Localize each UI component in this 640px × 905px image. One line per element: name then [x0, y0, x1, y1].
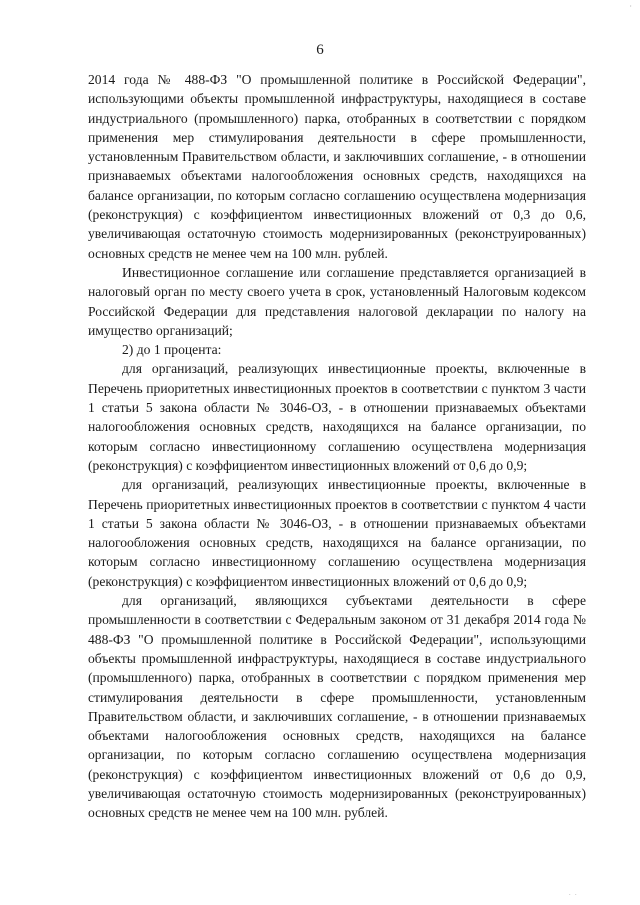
paragraph-agreement-submission: Инвестиционное соглашение или соглашение представляется организацией в налоговый орган по месту своего учета в срок, установленный Налоговым кодексом Российской Федерации для представления налоговой декларации по налогу на имущество организаций; [88, 264, 586, 338]
page-number: 6 [316, 42, 324, 58]
paragraph-item-2-point-4: для организаций, реализующих инвестиционные проекты, включенные в Перечень приоритетных инвестиционных проектов в соответствии с пунктом 4 части 1 статьи 5 закона области № 3046-ОЗ, - в отношении признаваемых объектами налогообложения основных средств, находящихся на балансе организации, по которым согласно инвестиционному соглашению осуществлена модернизация (реконструкция) с коэффициентом инвестиционных вложений от 0,6 до 0,9; [88, 477, 586, 589]
scan-artifact-top: · [629, 2, 632, 11]
paragraph-continuation: 2014 года № 488-ФЗ "О промышленной политике в Российской Федерации", использующими объекты промышленной инфраструктуры, находящиеся в составе индустриального (промышленного) парка, отобранных в соответствии с порядком применения мер стимулирования деятельности в сфере промышленности, установленным Правительством области, и заключивших соглашение, - в отношении признаваемых объектами налогообложения основных средств, находящихся на балансе организации, по которым согласно соглашению осуществлена модернизация (реконструкция) с коэффициентом инвестиционных вложений от 0,3 до 0,6, увеличивающая остаточную стоимость модернизированных (реконструированных) основных средств не менее чем на 100 млн. рублей. [88, 72, 586, 261]
document-body [88, 70, 586, 823]
scan-artifact-bottom: · · [568, 891, 578, 899]
paragraph-item-2-heading: 2) до 1 процента: [122, 342, 222, 358]
paragraph-item-2-point-3: для организаций, реализующих инвестиционные проекты, включенные в Перечень приоритетных инвестиционных проектов в соответствии с пунктом 3 части 1 статьи 5 закона области № 3046-ОЗ, - в отношении признаваемых объектами налогообложения основных средств, находящихся на балансе организации, по которым согласно инвестиционному соглашению осуществлена модернизация (реконструкция) с коэффициентом инвестиционных вложений от 0,6 до 0,9; [88, 361, 586, 473]
paragraph-item-2-industrial-park: для организаций, являющихся субъектами деятельности в сфере промышленности в соответствии с Федеральным законом от 31 декабря 2014 года № 488-ФЗ "О промышленной политике в Российской Федерации", использующими объекты промышленной инфраструктуры, находящиеся в составе индустриального (промышленного) парка, отобранных в соответствии с порядком применения мер стимулирования деятельности в сфере промышленности, установленным Правительством области, и заключивших соглашение, - в отношении признаваемых объектами налогообложения основных средств, находящихся на балансе организации, по которым согласно соглашению осуществлена модернизация (реконструкция) с коэффициентом инвестиционных вложений от 0,6 до 0,9, увеличивающая остаточную стоимость модернизированных (реконструированных) основных средств не менее чем на 100 млн. рублей. [88, 593, 586, 821]
